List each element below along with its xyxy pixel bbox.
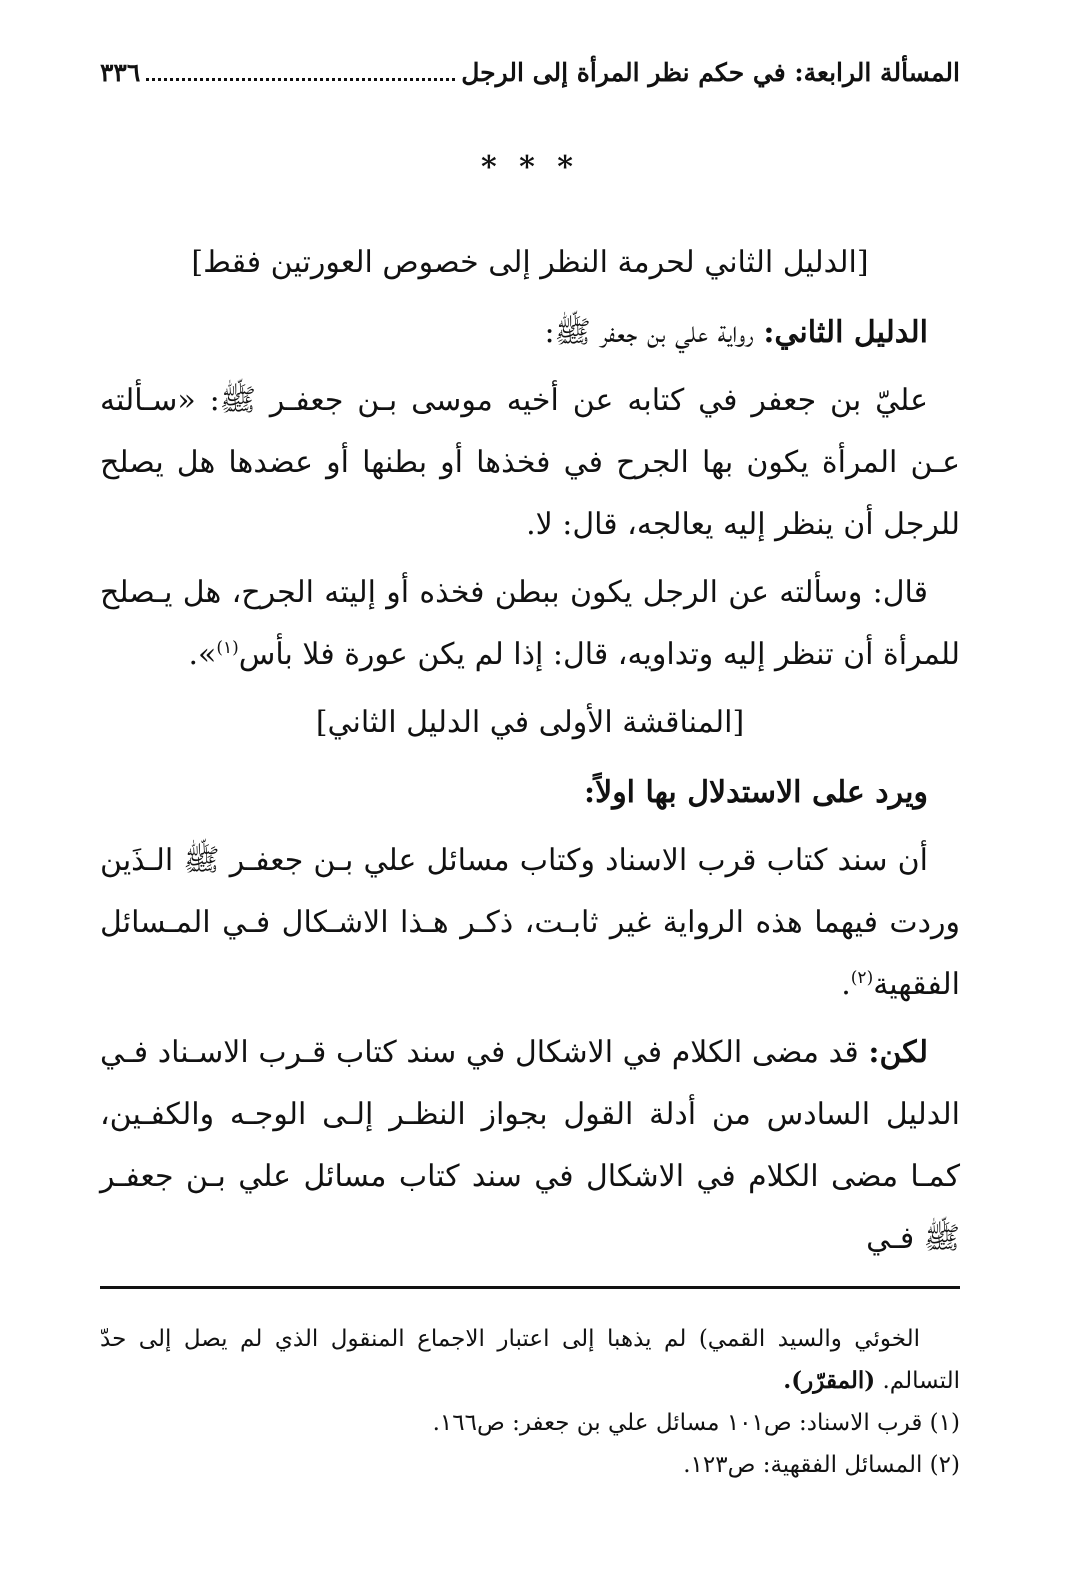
- footnote-1: (١) قرب الاسناد: ص١٠١ مسائل علي بن جعفر: ص١٦٦.: [432, 1410, 960, 1436]
- response-paragraph: [100, 1022, 960, 1270]
- objection-end: .: [841, 967, 851, 1002]
- discussion-heading: [المناقشة الأولى في الدليل الثاني]: [315, 705, 745, 740]
- response-label: لكن:: [868, 1035, 928, 1070]
- footnote-divider: [100, 1286, 960, 1289]
- document-page: [100, 0, 960, 1590]
- objection-paragraph: [100, 830, 960, 1016]
- evidence-intro: [100, 302, 960, 364]
- footnotes: [100, 1318, 960, 1486]
- header-title: المسألة الرابعة: في حكم نظر المرأة إلى الرجل: [461, 58, 960, 87]
- narration-paragraph-1: عليّ بن جعفر في كتابه عن أخيه موسى بـن جعفـر ﷺ: «سـألته عـن المرأة يكون بها الجرح في فخذها أو بطنها أو عضدها هل يصلح للرجل أن ينظر إليه يعالجه، قال: لا.: [100, 383, 960, 542]
- footnote-continuation: [100, 1318, 960, 1402]
- evidence-text: رواية علي بن جعفر ﷺ:: [544, 315, 764, 350]
- footnote-ref-2: (٢): [850, 968, 874, 988]
- objection-label: ويرد على الاستدلال بها اولاً:: [584, 775, 928, 810]
- header-dot-leader: [146, 78, 455, 81]
- footnote-2: (٢) المسائل الفقهية: ص١٢٣.: [683, 1452, 960, 1478]
- running-header: [100, 58, 960, 87]
- evidence-label: الدليل الثاني:: [763, 315, 928, 350]
- narration-paragraph-2: [100, 562, 960, 686]
- objection-text: أن سند كتاب قرب الاسناد وكتاب مسائل علي بـن جعفـر ﷺ الـذَين وردت فيهما هذه الرواية غير ثابـت، ذكـر هـذا الاشـكال فـي المـسائل الفقهية: [100, 843, 960, 1002]
- section-heading: [الدليل الثاني لحرمة النظر إلى خصوص العورتين فقط]: [191, 245, 869, 280]
- narration-2-text: قال: وسألته عن الرجل يكون ببطن فخذه أو إليته الجرح، هل يـصلح للمرأة أن تنظر إليه وتداويه، قال: إذا لم يكن عورة فلا بأس: [100, 575, 960, 672]
- footnote-continuation-text: الخوئي والسيد القمي) لم يذهبا إلى اعتبار الاجماع المنقول الذي لم يصل إلى حدّ التسالم.: [100, 1326, 960, 1394]
- narration-2-end: ».: [188, 637, 217, 672]
- response-text: قد مضى الكلام في الاشكال في سند كتاب قـرب الاسـناد فـي الدليل السادس من أدلة القول بجواز النظـر إلـى الوجـه والكفـين، كمـا مضى الكلام في الاشكال في سند كتاب مسائل علي بـن جعفـر ﷺ فـي: [100, 1035, 960, 1256]
- page-number: ٣٣٦: [100, 58, 141, 87]
- footnote-ref-1: (١): [216, 638, 239, 658]
- footnote-continuation-source: (المقرّر).: [783, 1367, 876, 1394]
- main-text: [100, 232, 960, 1276]
- section-separator: * * *: [481, 150, 579, 185]
